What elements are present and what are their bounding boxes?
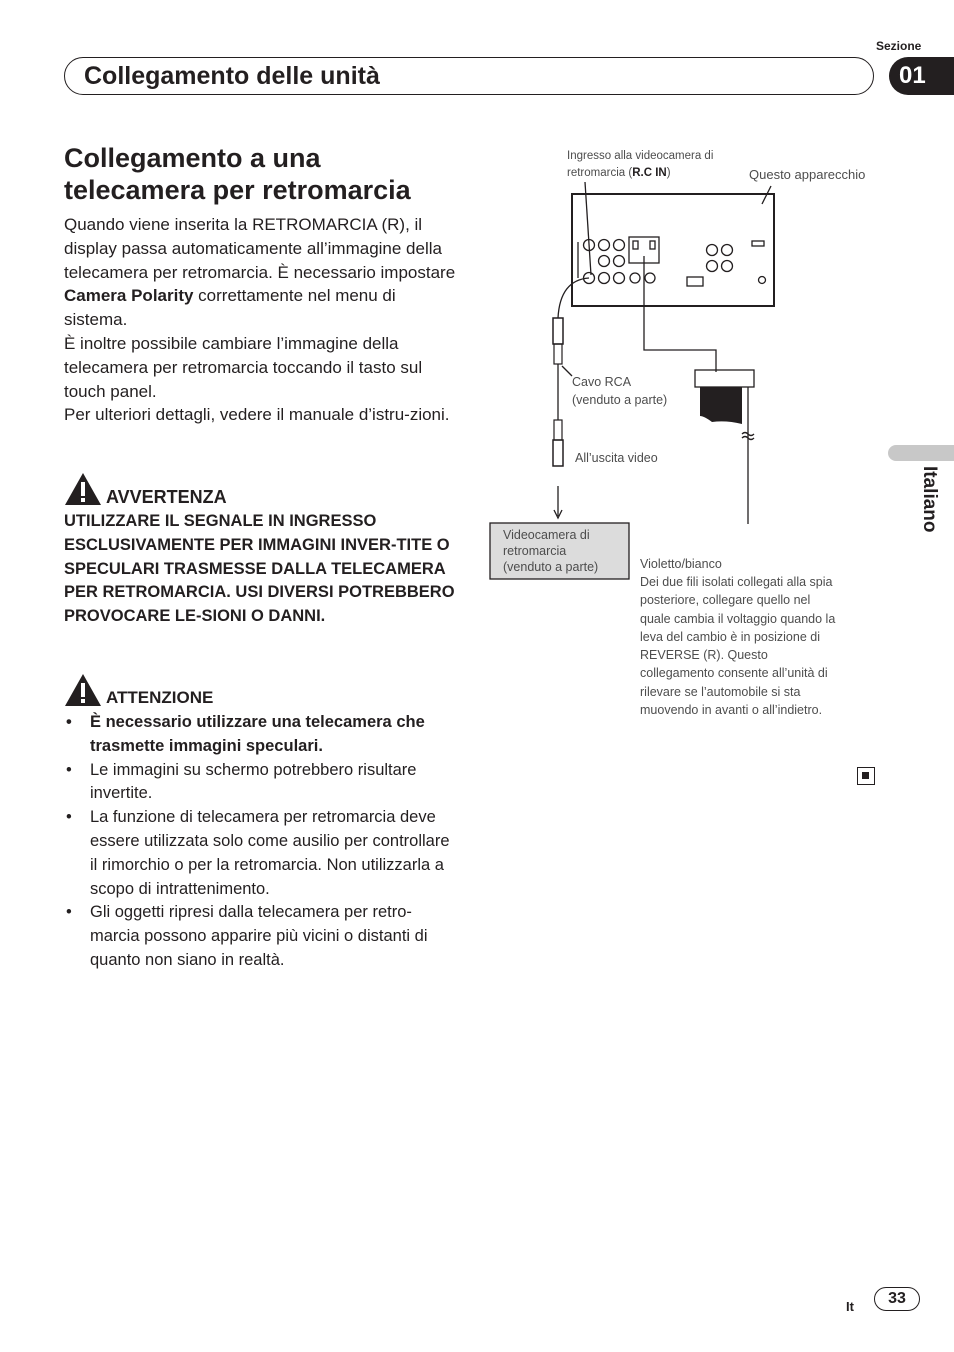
section-number-badge: 01 xyxy=(889,57,954,95)
rc-in-terminal: R.C IN xyxy=(632,167,667,179)
caution-title: ATTENZIONE xyxy=(106,688,214,707)
language-label: Italiano xyxy=(919,466,940,533)
intro-text xyxy=(64,213,456,427)
wire-note: Dei due fili isolati collegati alla spia posteriore, collegare quello nel quale cambia il voltaggio quando la leva del cambio è in posizione di REVERSE (R). Questo collegamento consente all’unità di rilevare se l’automobile si sta muovendo in avanti o all’indietro. xyxy=(640,575,836,718)
caution-item: • È necessario utilizzare una telecamera che trasmette immagini speculari. xyxy=(64,711,456,759)
warning-heading xyxy=(64,472,227,506)
rc-input-label: Ingresso alla videocamera di retromarcia (R.C IN) xyxy=(567,150,714,179)
section-label: Sezione xyxy=(876,39,922,53)
end-of-section-icon xyxy=(857,767,875,785)
caution-item: • Gli oggetti ripresi dalla telecamera per retro-marcia possono apparire più vicini o distanti di quanto non siano in realtà. xyxy=(64,901,456,972)
language-tab xyxy=(888,445,954,461)
caution-item: • Le immagini su schermo potrebbero risultare invertite. xyxy=(64,759,456,807)
caution-triangle-icon xyxy=(64,673,102,707)
warning-triangle-icon xyxy=(64,472,102,506)
this-unit-label: Questo apparecchio xyxy=(749,167,866,182)
camera-label: Videocamera di retromarcia (venduto a parte) xyxy=(503,528,599,574)
video-out-label: All’uscita video xyxy=(575,451,658,465)
intro-paragraph-3: Per ulteriori dettagli, vedere il manuale d’istru-zioni. xyxy=(64,405,450,425)
wire-color-label: Violetto/bianco xyxy=(640,557,722,571)
language-code: It xyxy=(846,1299,854,1314)
intro-paragraph-1: Quando viene inserita la RETROMARCIA (R), il display passa automaticamente all’immagine della telecamera per retromarcia. È necessario impostare Camera Polarity correttamente nel menu di sistema. xyxy=(64,215,456,330)
caution-item: • La funzione di telecamera per retromarcia deve essere utilizzata solo come ausilio per controllare il rimorchio o per la retromarcia. Non utilizzarla a scopo di intrattenimento. xyxy=(64,806,456,901)
camera-polarity-setting: Camera Polarity xyxy=(64,286,194,306)
page-title: Collegamento a una telecamera per retromarcia xyxy=(64,143,411,205)
warning-title: AVVERTENZA xyxy=(106,487,227,507)
caution-heading xyxy=(64,673,213,707)
caution-list xyxy=(64,711,456,973)
intro-paragraph-2: È inoltre possibile cambiare l’immagine della telecamera per retromarcia toccando il tasto sul touch panel. xyxy=(64,333,423,401)
warning-text: UTILIZZARE IL SEGNALE IN INGRESSO ESCLUSIVAMENTE PER IMMAGINI INVER-TITE O SPECULARI TRASMESSE DALLA TELECAMERA PER RETROMARCIA. USI DIVERSI POTREBBERO PROVOCARE LE-SIONI O DANNI. xyxy=(64,512,455,626)
chapter-title: Collegamento delle unità xyxy=(84,62,380,90)
rca-cable-label: Cavo RCA (venduto a parte) xyxy=(572,375,668,407)
page-number: 33 xyxy=(874,1287,920,1311)
